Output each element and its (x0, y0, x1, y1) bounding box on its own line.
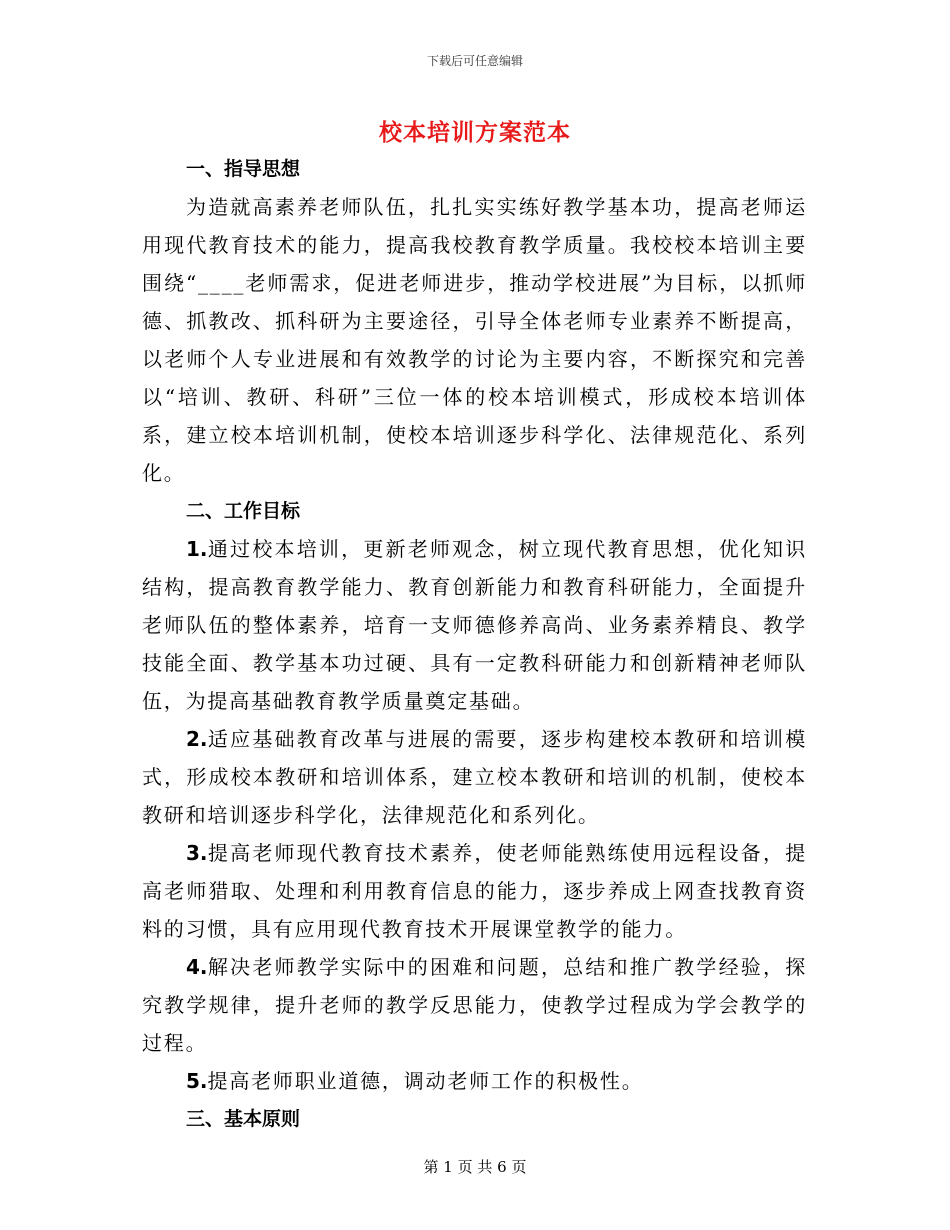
goal-item-5 (142, 1062, 807, 1100)
goal-number: 1. (186, 537, 208, 561)
section-heading-basic-principles: 三、基本原则 (186, 1108, 301, 1130)
goal-item-1 (142, 530, 807, 720)
goal-text: 通过校本培训，更新老师观念，树立现代教育思想，优化知识结构，提高教育教学能力、教育创新能力和教育科研能力，全面提升老师队伍的整体素养，培育一支师德修养高尚、业务素养精良、教学技能全面、教学基本功过硬、具有一定教科研能力和创新精神老师队伍，为提高基础教育教学质量奠定基础。 (142, 537, 807, 713)
section-heading-work-goals: 二、工作目标 (186, 500, 301, 522)
page-number-footer: 第 1 页 共 6 页 (423, 1158, 527, 1176)
goal-number: 3. (186, 841, 208, 865)
goal-number: 2. (186, 727, 208, 751)
goal-text: 提高老师职业道德，调动老师工作的积极性。 (207, 1069, 644, 1093)
document-body (142, 150, 807, 1138)
section-heading-guiding-ideology: 一、指导思想 (186, 158, 301, 180)
document-title: 校本培训方案范本 (379, 119, 571, 146)
goal-text: 解决老师教学实际中的困难和问题，总结和推广教学经验，探究教学规律，提升老师的教学反思能力，使教学过程成为学会教学的过程。 (142, 955, 807, 1055)
goal-item-3 (142, 834, 807, 948)
goal-item-4 (142, 948, 807, 1062)
goal-number: 4. (186, 955, 208, 979)
goal-text: 适应基础教育改革与进展的需要，逐步构建校本教研和培训模式，形成校本教研和培训体系，建立校本教研和培训的机制，使校本教研和培训逐步科学化，法律规范化和系列化。 (142, 727, 807, 827)
header-note: 下载后可任意编辑 (426, 54, 523, 68)
goal-text: 提高老师现代教育技术素养，使老师能熟练使用远程设备，提高老师猎取、处理和利用教育信息的能力，逐步养成上网查找教育资料的习惯，具有应用现代教育技术开展课堂教学的能力。 (142, 841, 807, 941)
paragraph-guiding-ideology: 为造就高素养老师队伍，扎扎实实练好教学基本功，提高老师运用现代教育技术的能力，提高我校教育教学质量。我校校本培训主要围绕“____老师需求，促进老师进步，推动学校进展”为目标，以抓师德、抓教改、抓科研为主要途径，引导全体老师专业素养不断提高，以老师个人专业进展和有效教学的讨论为主要内容，不断探究和完善以“培训、教研、科研”三位一体的校本培训模式，形成校本培训体系，建立校本培训机制，使校本培训逐步科学化、法律规范化、系列化。 (142, 195, 807, 485)
goal-number: 5. (186, 1069, 208, 1093)
goal-item-2 (142, 720, 807, 834)
